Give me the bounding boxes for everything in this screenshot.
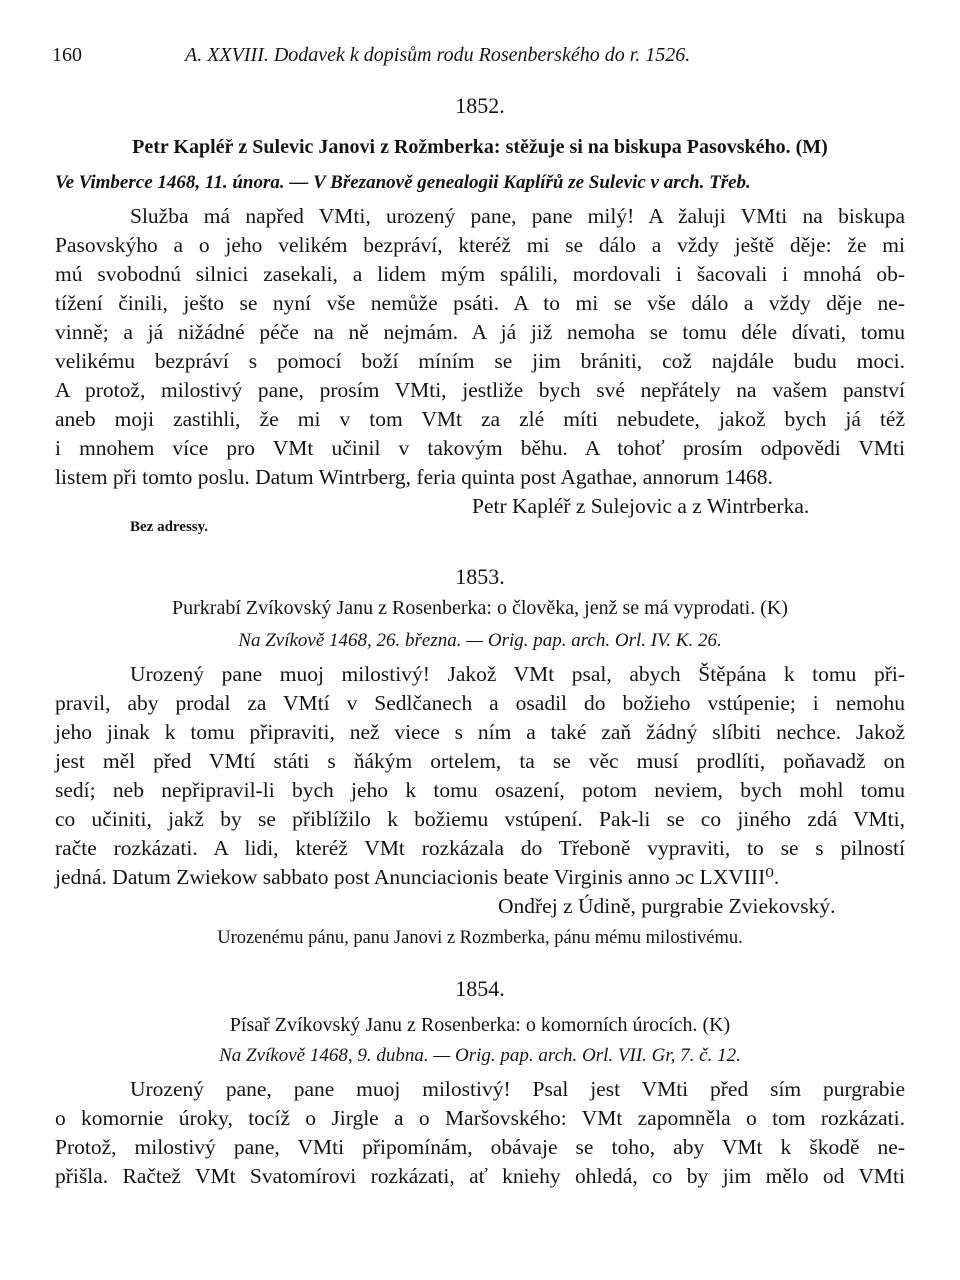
- letter-source: Ve Vimberce 1468, 11. února. — V Březanově genealogii Kaplířů ze Sulevic v arch. Třeb.: [55, 172, 751, 193]
- text-line: Služba má napřed VMti, urozený pane, pane milý! A žaluji VMti na biskupa: [130, 204, 905, 228]
- letter-summary: Písař Zvíkovský Janu z Rosenberka: o komorních úrocích. (K): [229, 1014, 731, 1036]
- text-line: o komornie úroky, tocíž o Jirgle a o Maršovského: VMt zapomněla o tom rozkázati.: [55, 1106, 905, 1130]
- text-line: mú svobodnú silnici zasekali, a lidem mým spálili, mordovali i šacovali i mnohá ob-: [55, 262, 905, 286]
- text-line: co učiniti, jakž by se přiblížilo k božiemu vstúpení. Pak-li se co jiného zdá VMti,: [55, 807, 905, 831]
- page-number: 160: [52, 44, 82, 66]
- signature: Petr Kapléř z Sulejovic a z Wintrberka.: [472, 494, 810, 518]
- text-line: aneb moji zastihli, že mi v tom VMt za zlé míti nebudete, jakož bych já též: [55, 407, 905, 431]
- text-line: přišla. Račtež VMt Svatomírovi rozkázati, ať kniehy ohledá, co by jim mělo od VMti: [55, 1164, 905, 1188]
- text-line: jedná. Datum Zwiekow sabbato post Anunciacionis beate Virginis anno ɔc LXVIII⁰.: [55, 865, 780, 889]
- text-line: vinně; a já nižádné péče na ně nejmám. A já již nemoha se tomu déle dívati, tomu: [55, 320, 905, 344]
- text-line: Pasovskýho a o jeho velikém bezpráví, kteréž mi se dálo a vždy ještě děje: že mi: [55, 233, 905, 257]
- letter-number: 1854.: [455, 976, 505, 1001]
- text-line: jeho jinak k tomu připraviti, než viece s ním a také zaň žádný slíbiti nechce. Jakož: [55, 720, 905, 744]
- text-line: A protož, milostivý pane, prosím VMti, jestliže bych své nepřátely na vašem panství: [55, 378, 905, 402]
- letter-number: 1852.: [455, 93, 505, 118]
- letter-summary: Petr Kapléř z Sulevic Janovi z Rožmberka: stěžuje si na biskupa Pasovského. (M): [132, 136, 828, 158]
- text-line: velikému bezpráví s pomocí boží míním se jim brániti, což najdále budu moci.: [55, 349, 905, 373]
- text-line: i mnohem více pro VMt učinil v takovým běhu. A tohoť prosím odpovědi VMti: [55, 436, 905, 460]
- letter-source: Na Zvíkově 1468, 26. března. — Orig. pap. arch. Orl. IV. K. 26.: [238, 630, 722, 651]
- text-line: Protož, milostivý pane, VMti připomínám, obávaje se toho, aby VMt k škodě ne-: [55, 1135, 905, 1159]
- text-line: račte rozkázati. A lidi, kteréž VMt rozkázala do Třeboně vypraviti, to se s pilností: [55, 836, 905, 860]
- note: Bez adressy.: [130, 519, 209, 535]
- text-line: Urozený pane muoj milostivý! Jakož VMt psal, abych Štěpána k tomu při-: [130, 662, 905, 686]
- text-line: sedí; neb nepřipravil-li bych jeho k tomu osazení, potom neviem, bych mohl tomu: [55, 778, 905, 802]
- text-line: Urozený pane, pane muoj milostivý! Psal jest VMti před sím purgrabie: [130, 1077, 905, 1101]
- running-head: A. XXVIII. Dodavek k dopisům rodu Rosenberského do r. 1526.: [185, 44, 691, 66]
- signature: Ondřej z Údině, purgrabie Zviekovský.: [498, 894, 836, 918]
- letter-summary: Purkrabí Zvíkovský Janu z Rosenberka: o člověka, jenž se má vyprodati. (K): [172, 597, 788, 619]
- text-line: pravil, aby prodal za VMtí v Sedlčanech a osadil do božieho vstúpenie; i nemohu: [55, 691, 905, 715]
- letter-address: Urozenému pánu, panu Janovi z Rozmberka, pánu mému milostivému.: [217, 928, 743, 948]
- letter-number: 1853.: [455, 564, 505, 589]
- letter-source: Na Zvíkově 1468, 9. dubna. — Orig. pap. arch. Orl. VII. Gr, 7. č. 12.: [219, 1045, 741, 1066]
- text-line: tížení činili, ješto se nyní vše nemůže psáti. A to mi se vše dálo a vždy děje ne-: [55, 291, 905, 315]
- text-line: jest měl před VMtí státi s ňákým ortelem, ta se věc musí prodlíti, poňavadž on: [55, 749, 905, 773]
- text-line: listem při tomto poslu. Datum Wintrberg, feria quinta post Agathae, annorum 1468.: [55, 465, 773, 489]
